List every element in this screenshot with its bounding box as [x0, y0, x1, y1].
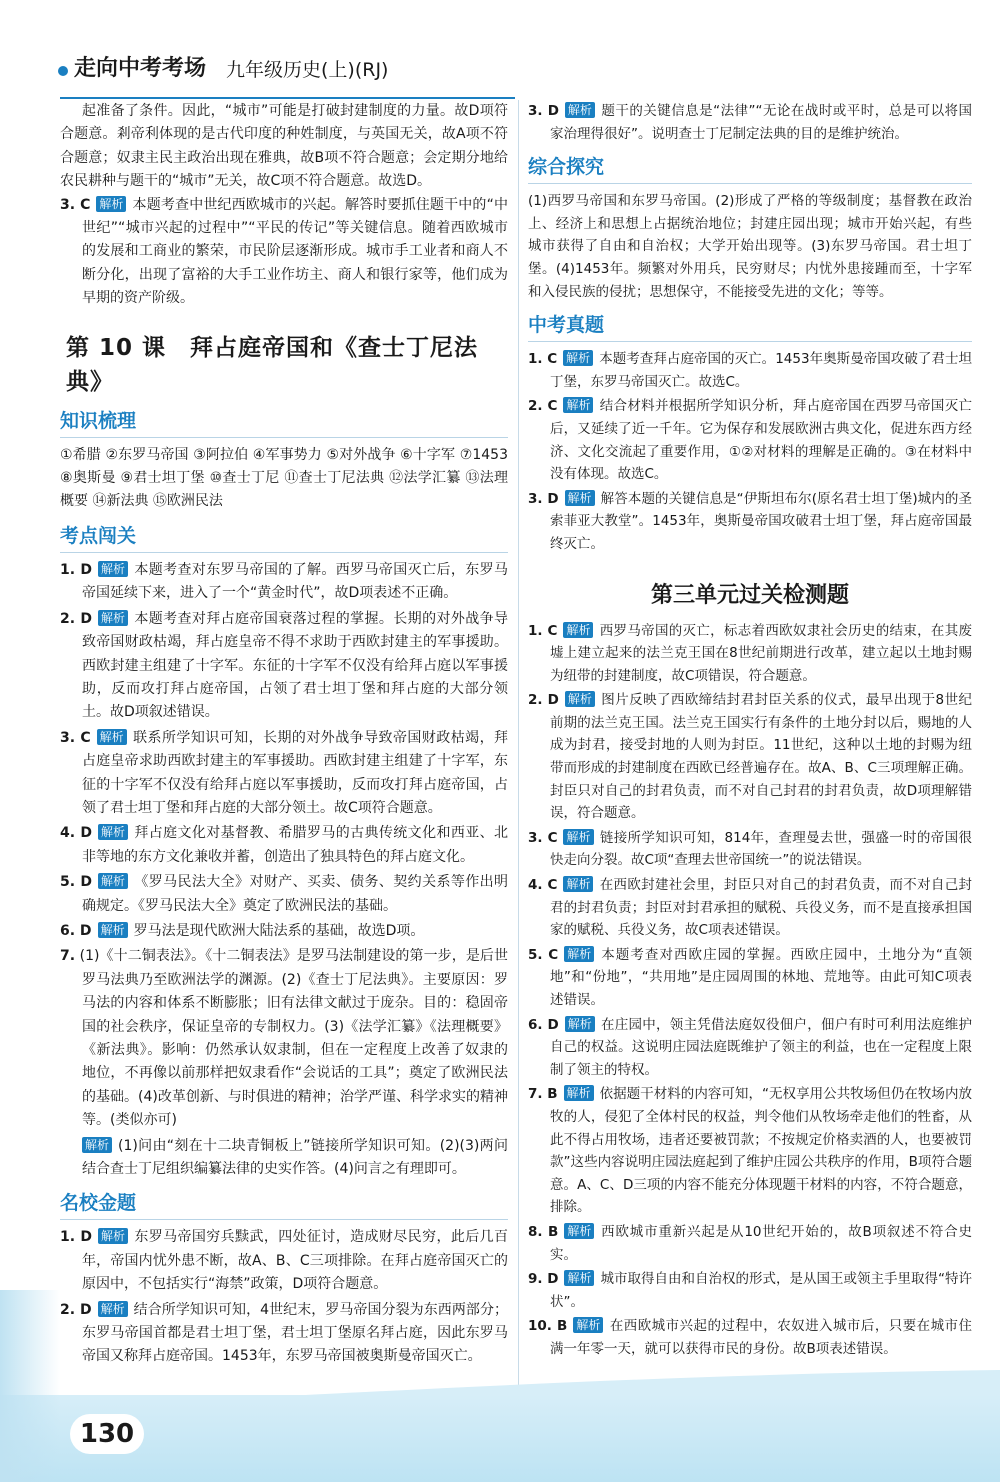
list-item: 10. B 解析 在西欧城市兴起的过程中，农奴进入城市后，只要在城市住满一年零一天，就可以获得市民的身份。故B项表述错误。 — [528, 1318, 973, 1357]
analysis-tag: 解析 — [564, 946, 594, 962]
analysis-tag: 解析 — [98, 610, 128, 626]
section-title-mingxiao: 名校金题 — [60, 1192, 137, 1215]
right-column — [528, 100, 972, 1363]
list-item: 5. D 解析 《罗马民法大全》对财产、买卖、债务、契约关系等作出明确规定。《罗马民法大全》奠定了欧洲民法的基础。 — [60, 874, 509, 914]
page-number: 130 — [70, 1414, 144, 1454]
analysis-tag: 解析 — [565, 1016, 595, 1032]
list-item: 6. D 解析 罗马法是现代欧洲大陆法系的基础，故选D项。 — [60, 922, 425, 939]
analysis-tag: 解析 — [97, 729, 127, 745]
analysis-tag: 解析 — [563, 397, 593, 413]
left-column — [60, 100, 508, 1371]
analysis-tag: 解析 — [565, 691, 595, 707]
column-divider — [518, 100, 519, 1440]
list-item: 6. D 解析 在庄园中，领主凭借法庭奴役佃户，佃户有时可利用法庭维护自己的权益。这说明庄园法庭既维护了领主的利益，也在一定程度上限制了领主的特权。 — [528, 1016, 972, 1078]
section-rule — [60, 552, 508, 553]
analysis-tag: 解析 — [98, 922, 128, 938]
book-brand: 走向中考考场 — [74, 56, 207, 81]
list-item: 4. C 解析 在西欧封建社会里，封臣只对自己的封君负责，而不对自己封君的封君负责；封臣对封君承担的赋税、兵役义务，而不是直接承担国家的赋税、兵役义务，故C项表述错误。 — [528, 877, 972, 939]
list-item: 2. C 解析 结合材料并根据所学知识分析，拜占庭帝国在西罗马帝国灭亡后，又延续了近一千年。它为保存和发展欧洲古典文化，促进东西方经济、文化交流起了重要作用，①②对材料的理解是正确的。③在材料中没有体现。故选C。 — [528, 398, 972, 483]
list-item: 3. D 解析 解答本题的关键信息是“伊斯坦布尔(原名君士坦丁堡)城内的圣索菲亚大教堂”。1453年，奥斯曼帝国攻破君士坦丁堡，拜占庭帝国最终灭亡。 — [528, 490, 972, 552]
knowledge-text: ①希腊 ②东罗马帝国 ③阿拉伯 ④军事势力 ⑤对外战争 ⑥十字军 ⑦1453 ⑧奥斯曼 ⑨君士坦丁堡 ⑩查士丁尼 ⑪查士丁尼法典 ⑫法学汇纂 ⑬法理概要 ⑭新法典 ⑮欧洲民法 — [60, 446, 508, 510]
mingxiao-list — [60, 1226, 508, 1368]
header-rule — [60, 97, 515, 99]
analysis-tag: 解析 — [564, 1223, 594, 1239]
analysis-tag: 解析 — [563, 829, 593, 845]
list-item: 7. (1)《十二铜表法》。《十二铜表法》是罗马法制建设的第一步，是后世罗马法典乃至欧洲法学的渊源。(2)《查士丁尼法典》。主要原因：罗马法的内容和体系不断膨胀；旧有法律文献过于庞杂。目的：稳固帝国的社会秩序，保证皇帝的专制权力。(3)《法学汇纂》《法理概要》《新法典》。影响：仍然承认奴隶制，但在一定程度上改善了奴隶的地位，不再像以前那样把奴隶看作“会说话的工具”；奠定了欧洲民法的基础。(4)改革创新、与时俱进的精神；治学严谨、科学求实的精神等。(类似亦可) — [60, 948, 508, 1129]
intro-text: 起准备了条件。因此，“城市”可能是打破封建制度的力量。故D项符合题意。剎帝利体现的是古代印度的种姓制度，与英国无关，故A项不符合题意；奴隶主民主政治出现在雅典，故B项不符合题意；会定期分地给农民耕种与题干的“城市”无关，故C项不符合题意。故选D。 — [60, 103, 508, 190]
list-item: 4. D 解析 拜占庭文化对基督教、希腊罗马的古典传统文化和西亚、北非等地的东方文化兼收并蓄，创造出了独具特色的拜占庭文化。 — [60, 825, 509, 865]
list-item: 1. D 解析 东罗马帝国穷兵黩武，四处征讨，造成财尽民穷，此后几百年，帝国内忧外患不断，故A、B、C三项排除。在拜占庭帝国灭亡的原因中，不包括实行“海禁”政策，D项符合题意。 — [60, 1229, 509, 1293]
list-item: 2. D 解析 本题考查对拜占庭帝国衰落过程的掌握。长期的对外战争导致帝国财政枯竭，拜占庭皇帝不得不求助于西欧封建主的军事援助。西欧封建主组建了十字军。东征的十字军不仅没有给拜占庭以军事援助，反而攻打拜占庭帝国，占领了君士坦丁堡和拜占庭的大部分领土。故D项叙述错误。 — [60, 610, 509, 721]
analysis-tag: 解析 — [98, 824, 128, 840]
analysis-tag: 解析 — [98, 1228, 128, 1244]
analysis-tag: 解析 — [98, 873, 128, 889]
page-header — [28, 48, 528, 88]
section-rule — [528, 341, 972, 342]
unit-test-title: 第三单元过关检测题 — [650, 582, 849, 608]
list-item: 8. B 解析 西欧城市重新兴起是从10世纪开始的，故B项叙述不符合史实。 — [528, 1223, 972, 1263]
analysis-tag: 解析 — [565, 102, 595, 118]
zonghe-text: (1)西罗马帝国和东罗马帝国。(2)形成了严格的等级制度；基督教在政治上、经济上和思想上占据统治地位；封建庄园出现；城市开始兴起，有些城市获得了自由和自治权；大学开始出现等。(3)东罗马帝国。君士坦丁堡。(4)1453年。频繁对外用兵，民穷财尽；内忧外患接踵而至，十字军和入侵民族的侵扰；思想保守，不能接受先进的文化；等等。 — [528, 193, 972, 300]
bullet-dot-icon — [58, 66, 68, 76]
section-title-kaodian: 考点闯关 — [60, 524, 137, 547]
section-rule — [528, 183, 972, 184]
section-title-zhongkao: 中考真题 — [528, 314, 605, 337]
list-item: 1. C 解析 本题考查拜占庭帝国的灭亡。1453年奥斯曼帝国攻破了君士坦丁堡，东罗马帝国灭亡。故选C。 — [528, 351, 972, 390]
analysis-tag: 解析 — [564, 1085, 594, 1101]
list-item: 1. D 解析 本题考查对东罗马帝国的了解。西罗马帝国灭亡后，东罗马帝国延续下来，进入了一个“黄金时代”，故D项表述不正确。 — [60, 561, 509, 602]
footer-band — [0, 1395, 1000, 1482]
analysis-tag: 解析 — [565, 490, 595, 506]
analysis-tag: 解析 — [563, 622, 593, 638]
list-item: 3. C 解析 链接所学知识可知，814年，查理曼去世，强盛一时的帝国很快走向分裂。故C项“查理去世帝国统一”的说法错误。 — [528, 829, 972, 869]
section-rule — [60, 1219, 508, 1220]
list-item: 2. D 解析 结合所学知识可知，4世纪末，罗马帝国分裂为东西两部分；东罗马帝国首都是君士坦丁堡，君士坦丁堡原名拜占庭，因此东罗马帝国又称拜占庭帝国。1453年，东罗马帝国被奥斯曼帝国灭亡。 — [60, 1301, 508, 1365]
analysis-tag: 解析 — [564, 1270, 594, 1286]
list-item: 3. D 解析 题干的关键信息是“法律”“无论在战时或平时，总是可以将国家治理得很好”。说明查士丁尼制定法典的目的是维护统治。 — [528, 103, 972, 142]
unit-list — [528, 620, 972, 1361]
analysis-tag: 解析 — [82, 1137, 112, 1153]
list-item: 9. D 解析 城市取得自由和自治权的形式，是从国王或领主手里取得“特许状”。 — [528, 1271, 972, 1310]
kaodian-list — [60, 559, 508, 944]
analysis-tag: 解析 — [563, 876, 593, 892]
list-item: 5. C 解析 本题考查对西欧庄园的掌握。西欧庄园中，土地分为“直领地”和“份地”，“共用地”是庄园周围的林地、荒地等。由此可知C项表述错误。 — [528, 946, 972, 1008]
analysis-tag: 解析 — [98, 1301, 128, 1317]
analysis-tag: 解析 — [573, 1317, 603, 1333]
list-item: 3. C 解析 本题考查中世纪西欧城市的兴起。解答时要抓住题干中的“中世纪”“城市兴起的过程中”“平民的传记”等关键信息。随着西欧城市的发展和工商业的繁荣，市民阶层逐渐形成。城市手工业者和商人不断分化，出现了富裕的大手工业作坊主、商人和银行家等，他们成为早期的资产阶级。 — [60, 196, 508, 307]
list-item: 2. D 解析 图片反映了西欧缔结封君封臣关系的仪式，最早出现于8世纪前期的法兰克王国。法兰克王国实行有条件的土地分封以后，赐地的人成为封君，接受封地的人则为封臣。11世纪，这种以土地的封赐为纽带而形成的封建制度在西欧已经普遍存在。故A、B、C三项理解正确。封臣只对自己的封君负责，而不对自己封君的封君负责，故D项理解错误，符合题意。 — [528, 692, 972, 822]
analysis-tag: 解析 — [98, 561, 128, 577]
analysis-paragraph: 解析 (1)问由“刻在十二块青铜板上”链接所学知识可知。(2)(3)两问结合查士丁尼组织编纂法律的史实作答。(4)问言之有理即可。 — [82, 1137, 508, 1178]
section-title-knowledge: 知识梳理 — [60, 409, 137, 432]
section-rule — [60, 437, 508, 438]
section-title-zonghe: 综合探究 — [528, 156, 605, 179]
analysis-tag: 解析 — [563, 350, 593, 366]
analysis-tag: 解析 — [96, 196, 126, 212]
zhongkao-list — [528, 348, 972, 555]
list-item: 7. B 解析 依据题干材料的内容可知，“无权享用公共牧场但仍在牧场内放牧的人，侵犯了全体村民的权益，判令他们从牧场牵走他们的牲畜，从此不得占用牧场，违者还要被罚款；不按规定价格卖酒的人，也要被罚款”这些内容说明庄园法庭起到了维护庄园公共秩序的作用，B项符合题意。A、C、D三项的内容不能充分体现题干材料的内容，不符合题意，排除。 — [528, 1086, 972, 1216]
book-subtitle: 九年级历史(上)(RJ) — [226, 59, 389, 81]
list-item: 3. C 解析 联系所学知识可知，长期的对外战争导致帝国财政枯竭，拜占庭皇帝求助西欧封建主的军事援助。西欧封建主组建了十字军，东征的十字军不仅没有给拜占庭以军事援助，反而攻打拜占庭帝国，占领了君士坦丁堡和拜占庭的大部分领土。故C项符合题意。 — [60, 729, 509, 816]
list-item: 1. C 解析 西罗马帝国的灭亡，标志着西欧奴隶社会历史的结束，在其废墟上建立起来的法兰克王国在8世纪前期进行改革，建立起以土地封赐为纽带的封建制度，故C项错误，符合题意。 — [528, 622, 972, 684]
footer-shade — [0, 1290, 60, 1482]
lesson-title: 第 10 课 拜占庭帝国和《查士丁尼法典》 — [66, 334, 479, 395]
